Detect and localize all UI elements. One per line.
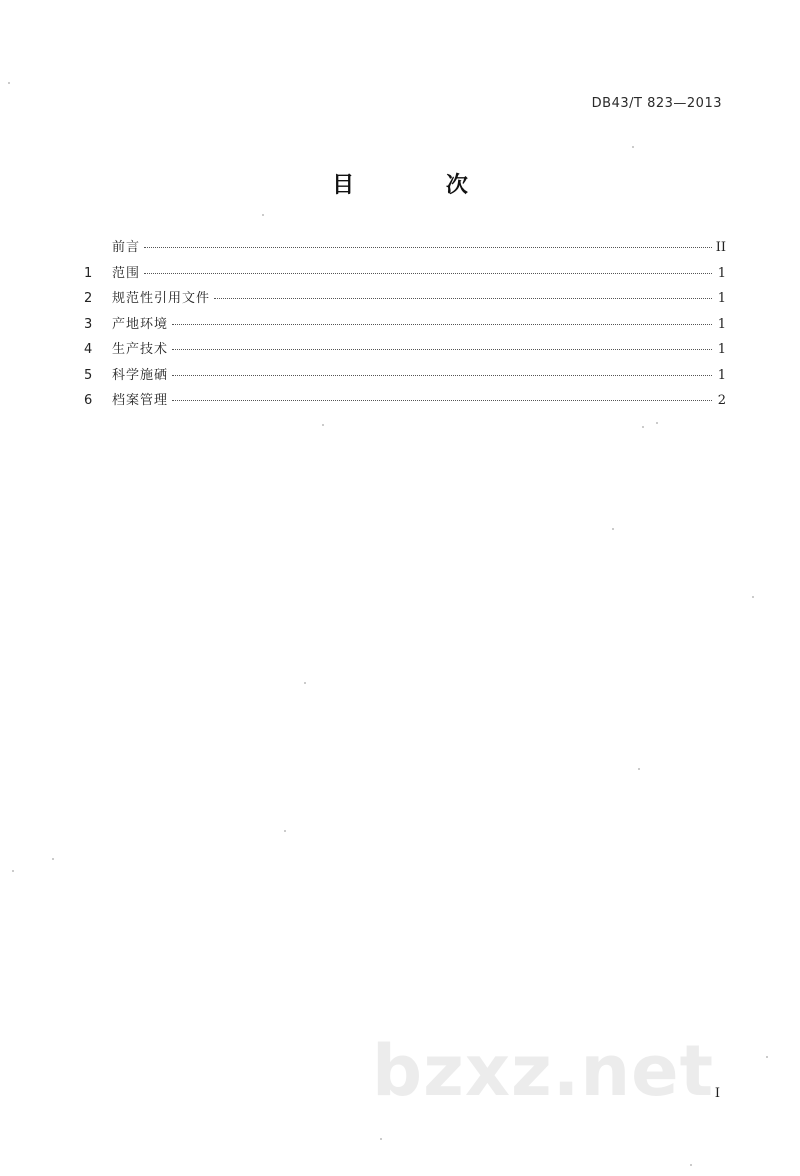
toc-entry-label: 生产技术	[112, 342, 169, 357]
toc-entry-scope[interactable]	[84, 262, 726, 288]
scan-speck	[52, 858, 54, 860]
scan-speck	[752, 596, 754, 598]
scan-speck	[612, 528, 614, 530]
toc-leader-dots	[172, 375, 712, 376]
scan-speck	[656, 422, 658, 424]
scan-speck	[284, 830, 286, 832]
toc-leader-dots	[172, 400, 712, 401]
watermark-text: bzxz.net	[372, 1030, 715, 1112]
toc-entry-page: 1	[717, 265, 726, 281]
scan-speck	[8, 82, 10, 84]
toc-entry-number: 1	[84, 265, 93, 281]
document-code: DB43/T 823—2013	[591, 96, 722, 111]
toc-entry-normative-references[interactable]	[84, 287, 726, 313]
table-of-contents	[84, 236, 726, 415]
toc-leader-dots	[172, 349, 712, 350]
scan-speck	[262, 214, 264, 216]
scan-speck	[638, 768, 640, 770]
toc-entry-foreword[interactable]	[84, 236, 726, 262]
scan-speck	[632, 146, 634, 148]
toc-entry-page: II	[715, 240, 726, 255]
scan-speck	[766, 1056, 768, 1058]
toc-entry-production-technique[interactable]	[84, 338, 726, 364]
toc-entry-record-management[interactable]	[84, 389, 726, 415]
scan-speck	[690, 1164, 692, 1166]
toc-entry-label: 前言	[112, 240, 141, 255]
toc-entry-page: 1	[717, 291, 726, 306]
toc-leader-dots	[172, 324, 712, 325]
toc-entry-number: 2	[84, 291, 93, 306]
page-number: I	[714, 1086, 720, 1101]
toc-leader-dots	[144, 273, 712, 274]
toc-entry-number: 4	[84, 342, 93, 357]
scan-speck	[642, 426, 644, 428]
toc-entry-production-environment[interactable]	[84, 313, 726, 339]
toc-leader-dots	[144, 247, 712, 248]
toc-entry-page: 1	[717, 316, 726, 332]
toc-entry-page: 1	[717, 367, 726, 383]
scan-speck	[380, 1138, 382, 1140]
scan-speck	[304, 682, 306, 684]
toc-entry-selenium-application[interactable]	[84, 364, 726, 390]
toc-entry-label: 规范性引用文件	[112, 291, 211, 306]
toc-entry-label: 产地环境	[112, 316, 169, 332]
toc-entry-label: 档案管理	[112, 393, 169, 408]
toc-entry-number: 3	[84, 316, 93, 332]
toc-title: 目 次	[332, 173, 510, 198]
toc-entry-label: 科学施硒	[112, 367, 169, 383]
scan-speck	[322, 424, 324, 426]
scan-speck	[12, 870, 14, 872]
toc-entry-page: 2	[717, 393, 726, 408]
toc-entry-label: 范围	[112, 265, 141, 281]
toc-leader-dots	[214, 298, 712, 299]
toc-entry-page: 1	[717, 342, 726, 357]
toc-entry-number: 5	[84, 367, 93, 383]
toc-entry-number: 6	[84, 393, 93, 408]
